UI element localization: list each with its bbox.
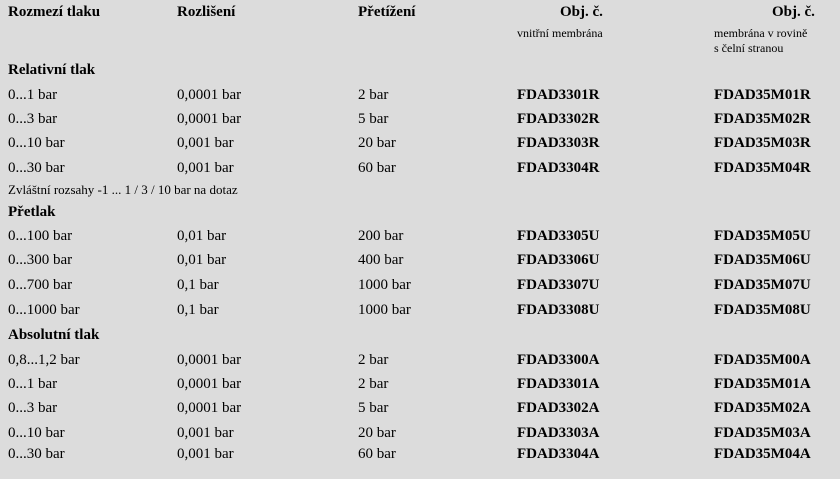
- cell-order-internal: FDAD3300A: [517, 352, 600, 368]
- cell-range: 0...1000 bar: [8, 302, 80, 318]
- cell-resolution: 0,0001 bar: [177, 111, 242, 127]
- header-order-number-flush: Obj. č.: [772, 4, 815, 20]
- header-flush-membrane-line2: s čelní stranou: [714, 41, 784, 55]
- cell-order-internal: FDAD3301A: [517, 376, 600, 392]
- header-flush-membrane-line1: membrána v rovině: [714, 26, 808, 40]
- cell-resolution: 0,001 bar: [177, 446, 234, 462]
- cell-range: 0...10 bar: [8, 135, 65, 151]
- cell-order-internal: FDAD3306U: [517, 252, 600, 268]
- cell-range: 0...3 bar: [8, 400, 58, 416]
- cell-overload: 60 bar: [358, 446, 396, 462]
- table-row: [0, 226, 840, 246]
- cell-order-flush: FDAD35M04R: [714, 160, 811, 176]
- cell-resolution: 0,0001 bar: [177, 87, 242, 103]
- cell-overload: 1000 bar: [358, 302, 411, 318]
- cell-order-flush: FDAD35M06U: [714, 252, 811, 268]
- cell-order-flush: FDAD35M01R: [714, 87, 811, 103]
- cell-range: 0...1 bar: [8, 376, 58, 392]
- cell-order-internal: FDAD3302R: [517, 111, 600, 127]
- cell-overload: 5 bar: [358, 111, 389, 127]
- header-internal-membrane: vnitřní membrána: [517, 26, 603, 40]
- cell-overload: 1000 bar: [358, 277, 411, 293]
- cell-resolution: 0,001 bar: [177, 160, 234, 176]
- cell-resolution: 0,001 bar: [177, 135, 234, 151]
- table-row: [0, 275, 840, 295]
- cell-order-flush: FDAD35M03R: [714, 135, 811, 151]
- cell-order-internal: FDAD3302A: [517, 400, 600, 416]
- section-title-overpressure: Přetlak: [8, 204, 56, 220]
- cell-order-internal: FDAD3304A: [517, 446, 600, 462]
- cell-range: 0...3 bar: [8, 111, 58, 127]
- cell-overload: 2 bar: [358, 352, 389, 368]
- cell-overload: 20 bar: [358, 135, 396, 151]
- table-row: [0, 350, 840, 370]
- table-row: [0, 158, 840, 178]
- cell-resolution: 0,01 bar: [177, 252, 227, 268]
- cell-overload: 2 bar: [358, 376, 389, 392]
- cell-order-flush: FDAD35M08U: [714, 302, 811, 318]
- cell-resolution: 0,001 bar: [177, 425, 234, 441]
- table-row: [0, 300, 840, 320]
- cell-order-flush: FDAD35M02R: [714, 111, 811, 127]
- cell-order-flush: FDAD35M04A: [714, 446, 811, 462]
- cell-range: 0...100 bar: [8, 228, 73, 244]
- cell-overload: 5 bar: [358, 400, 389, 416]
- table-row: [0, 250, 840, 270]
- cell-order-flush: FDAD35M02A: [714, 400, 811, 416]
- cell-overload: 60 bar: [358, 160, 396, 176]
- header-pressure-range: Rozmezí tlaku: [8, 4, 101, 20]
- cell-overload: 20 bar: [358, 425, 396, 441]
- section-title-relative-pressure: Relativní tlak: [8, 62, 96, 78]
- cell-resolution: 0,1 bar: [177, 277, 219, 293]
- cell-overload: 400 bar: [358, 252, 404, 268]
- cell-order-internal: FDAD3301R: [517, 87, 600, 103]
- header-order-number-internal: Obj. č.: [560, 4, 603, 20]
- special-ranges-note: Zvláštní rozsahy -1 ... 1 / 3 / 10 bar na dotaz: [8, 182, 238, 197]
- cell-resolution: 0,1 bar: [177, 302, 219, 318]
- cell-order-internal: FDAD3307U: [517, 277, 600, 293]
- cell-resolution: 0,0001 bar: [177, 376, 242, 392]
- cell-order-internal: FDAD3308U: [517, 302, 600, 318]
- cell-range: 0...1 bar: [8, 87, 58, 103]
- cell-order-flush: FDAD35M00A: [714, 352, 811, 368]
- cell-resolution: 0,01 bar: [177, 228, 227, 244]
- cell-order-internal: FDAD3303R: [517, 135, 600, 151]
- cell-order-internal: FDAD3303A: [517, 425, 600, 441]
- table-row: [0, 374, 840, 394]
- cell-resolution: 0,0001 bar: [177, 352, 242, 368]
- table-row: [0, 109, 840, 129]
- table-row: [0, 423, 840, 443]
- cell-order-flush: FDAD35M07U: [714, 277, 811, 293]
- cell-overload: 2 bar: [358, 87, 389, 103]
- header-overload: Přetížení: [358, 4, 416, 20]
- cell-order-flush: FDAD35M03A: [714, 425, 811, 441]
- table-row: [0, 398, 840, 418]
- header-resolution: Rozlišení: [177, 4, 236, 20]
- cell-range: 0...30 bar: [8, 160, 65, 176]
- cell-range: 0...30 bar: [8, 446, 65, 462]
- table-row: [0, 444, 840, 464]
- cell-range: 0...10 bar: [8, 425, 65, 441]
- cell-range: 0,8...1,2 bar: [8, 352, 80, 368]
- cell-order-internal: FDAD3305U: [517, 228, 600, 244]
- cell-order-flush: FDAD35M01A: [714, 376, 811, 392]
- table-row: [0, 133, 840, 153]
- cell-order-flush: FDAD35M05U: [714, 228, 811, 244]
- cell-overload: 200 bar: [358, 228, 404, 244]
- table-row: [0, 85, 840, 105]
- cell-order-internal: FDAD3304R: [517, 160, 600, 176]
- section-title-absolute-pressure: Absolutní tlak: [8, 327, 100, 343]
- cell-range: 0...700 bar: [8, 277, 73, 293]
- cell-range: 0...300 bar: [8, 252, 73, 268]
- cell-resolution: 0,0001 bar: [177, 400, 242, 416]
